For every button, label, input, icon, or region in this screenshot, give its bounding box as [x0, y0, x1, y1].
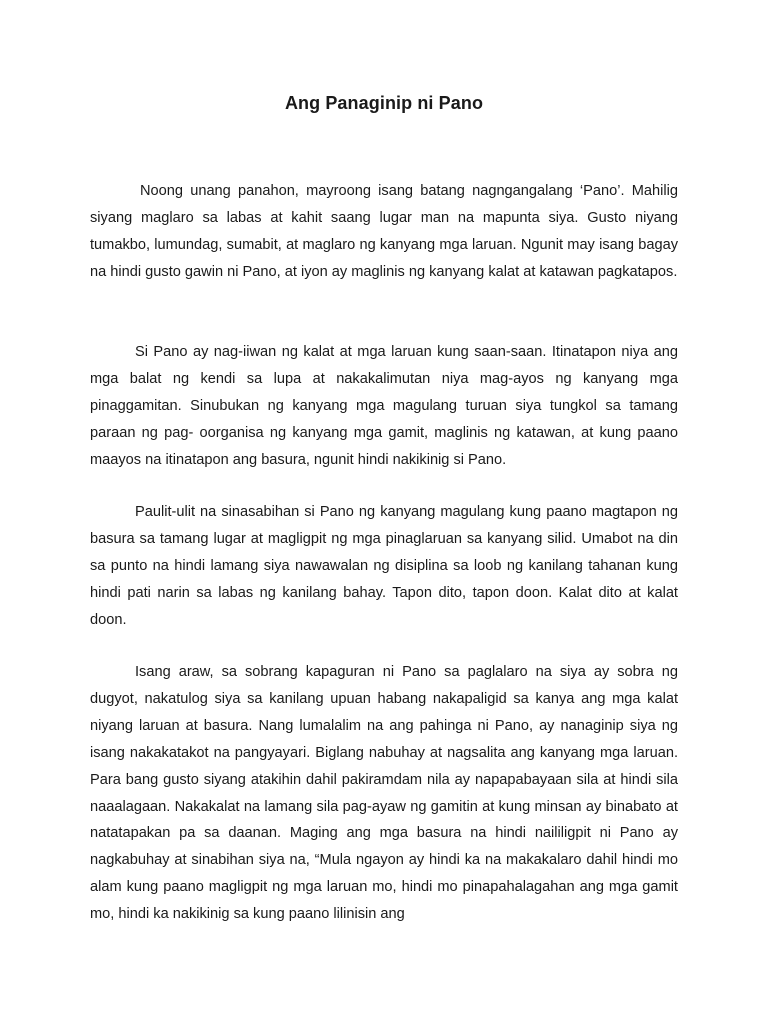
story-paragraph-3: Paulit-ulit na sinasabihan si Pano ng kanyang magulang kung paano magtapon ng basura sa tamang lugar at magligpit ng mga pinaglaruan sa kanyang silid. Umabot na din sa punto na hindi lamang siya nawawalan ng disiplina sa loob ng kanilang tahanan kung hindi pati narin sa labas ng kanilang bahay. Tapon dito, tapon doon. Kalat dito at kalat doon. — [90, 504, 678, 628]
story-paragraph-2: Si Pano ay nag-iiwan ng kalat at mga laruan kung saan-saan. Itinatapon niya ang mga balat ng kendi sa lupa at nakakalimutan niya mag-ayos ng kanyang mga pinaggamitan. Sinubukan ng kanyang mga magulang turuan siya tungkol sa tamang paraan ng pag- oorganisa ng kanyang mga gamit, maglinis ng katawan, at kung paano maayos na itinatapon ang basura, ngunit hindi nakikinig si Pano. — [90, 344, 678, 468]
story-paragraph-1: Noong unang panahon, mayroong isang batang nagngangalang ‘Pano’. Mahilig siyang maglaro sa labas at kahit saang lugar man na mapunta siya. Gusto niyang tumakbo, lumundag, sumabit, at maglaro ng kanyang mga laruan. Ngunit may isang bagay na hindi gusto gawin ni Pano, at iyon ay maglinis ng kanyang kalat at katawan pagkatapos. — [90, 183, 678, 280]
document-title: Ang Panaginip ni Pano — [284, 93, 484, 113]
story-paragraph-4: Isang araw, sa sobrang kapaguran ni Pano sa paglalaro na siya ay sobra ng dugyot, nakatulog siya sa kanilang upuan habang nakapaligid sa kanya ang mga kalat niyang laruan at basura. Nang lumalalim na ang pahinga ni Pano, ay nanaginip siya ng isang nakakatakot na pangyayari. Biglang nabuhay at nagsalita ang kanyang mga laruan. Para bang gusto siyang atakihin dahil pakiramdam nila ay napapabayaan sila at hindi sila naaalagaan. Nakakalat na lamang sila pag-ayaw ng gamitin at kung minsan ay binabato at natatapakan pa sa daanan. Maging ang mga basura na hindi naililigpit ni Pano ay nagkabuhay at sinabihan siya na, “Mula ngayon ay hindi ka na makakalaro dahil hindi mo alam kung paano magligpit ng mga laruan mo, hindi mo pinapahalagahan ang mga gamit mo, hindi ka nakikinig sa kung paano lilinisin ang — [90, 664, 678, 923]
